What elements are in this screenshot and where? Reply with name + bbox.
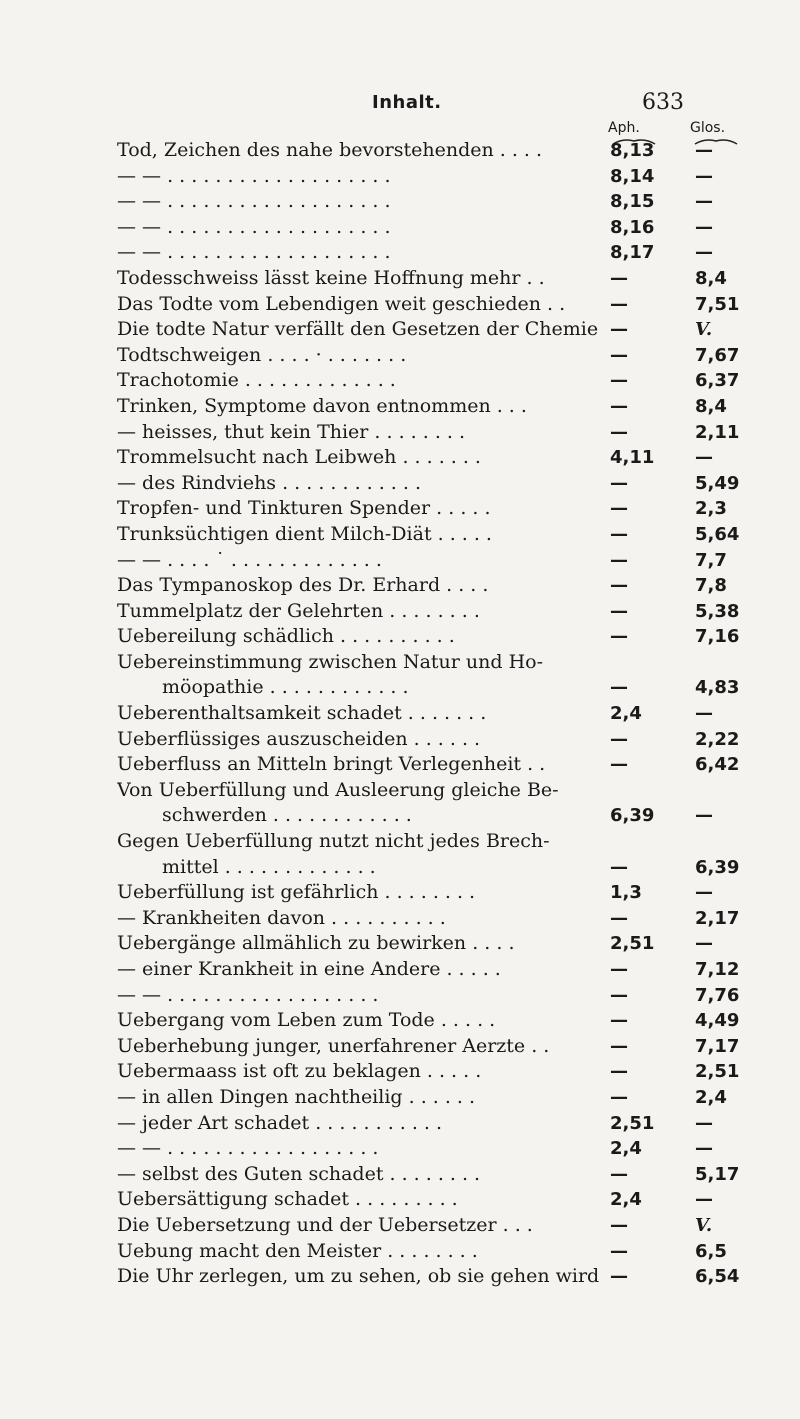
entry-glos-ref: 6,54	[695, 1266, 740, 1288]
entry-text: — Krankheiten davon . . . . . . . . . .	[117, 906, 446, 929]
entry-aph-ref: —	[610, 498, 628, 520]
entry-glos-ref: 7,12	[695, 959, 740, 980]
entry-aph-ref: —	[610, 523, 628, 545]
entry-glos-ref: 5,17	[695, 1163, 740, 1185]
entry-text: schwerden . . . . . . . . . . . .	[162, 804, 412, 827]
index-entry	[0, 727, 800, 753]
index-entry	[0, 1162, 800, 1188]
entry-aph-ref: 2,51	[610, 933, 655, 955]
entry-aph-ref: —	[610, 907, 628, 929]
entry-glos-ref: 4,49	[695, 1010, 740, 1032]
entry-glos-ref: 7,17	[695, 1035, 740, 1057]
entry-text: Ueberflüssiges auszuscheiden . . . . . .	[117, 727, 481, 750]
entry-glos-ref: 6,42	[695, 754, 740, 776]
running-head	[0, 92, 800, 122]
entry-text: — — . . . . . . . . . . . . . . . . . . .	[117, 215, 391, 238]
entry-aph-ref: 8,14	[610, 165, 655, 187]
entry-aph-ref: —	[610, 1214, 628, 1236]
entry-glos-ref: 6,37	[695, 370, 740, 392]
index-entry	[0, 1059, 800, 1085]
entry-text: Die Uhr zerlegen, um zu sehen, ob sie gehen wird	[117, 1265, 600, 1288]
index-entry	[0, 317, 800, 343]
entry-aph-ref: —	[610, 728, 628, 750]
entry-glos-ref: —	[695, 1189, 713, 1211]
index-entry	[0, 189, 800, 215]
entry-glos-ref: —	[695, 216, 713, 238]
entry-aph-ref: —	[610, 395, 628, 417]
entry-glos-ref: 8,4	[695, 267, 727, 289]
index-entry	[0, 1008, 800, 1034]
entry-aph-ref: 6,39	[610, 805, 655, 827]
column-header-aph: Aph.	[608, 120, 640, 136]
entry-aph-ref: —	[610, 856, 628, 878]
index-entry	[0, 1034, 800, 1060]
entry-glos-ref: —	[695, 933, 713, 955]
index-entry	[0, 855, 800, 881]
entry-glos-ref: V.	[695, 1214, 713, 1236]
entry-glos-ref: —	[695, 703, 713, 725]
entry-glos-ref: 6,39	[695, 856, 740, 878]
entry-glos-ref: V.	[695, 319, 713, 341]
entry-text: Ueberhebung junger, unerfahrener Aerzte . .	[117, 1034, 550, 1057]
index-entry	[0, 983, 800, 1009]
index-entry	[0, 548, 800, 574]
entry-glos-ref: 2,17	[695, 907, 740, 929]
column-header-glos: Glos.	[690, 120, 726, 136]
entry-aph-ref: 2,4	[610, 703, 642, 725]
entry-text: — — . . . . . . . . . . . . . . . . . . .	[117, 164, 391, 187]
entry-glos-ref: —	[695, 1138, 713, 1160]
index-entry	[0, 599, 800, 625]
entry-aph-ref: 2,4	[610, 1189, 642, 1211]
entry-text: Ueberfluss an Mitteln bringt Verlegenheit . .	[117, 753, 546, 776]
index-entry	[0, 829, 800, 855]
entry-text: Uebermaass ist oft zu beklagen . . . . .	[117, 1060, 482, 1083]
entry-aph-ref: —	[610, 267, 628, 289]
index-entries	[0, 138, 800, 1290]
entry-aph-ref: —	[610, 959, 628, 980]
entry-aph-ref: —	[610, 575, 628, 597]
entry-aph-ref: 8,17	[610, 242, 655, 264]
entry-text: — des Rindviehs . . . . . . . . . . . .	[117, 471, 422, 494]
entry-glos-ref: 5,49	[695, 472, 740, 494]
entry-glos-ref: 4,83	[695, 677, 740, 699]
entry-aph-ref: —	[610, 1163, 628, 1185]
index-entry	[0, 701, 800, 727]
entry-aph-ref: —	[610, 1266, 628, 1288]
entry-text: Gegen Ueberfüllung nutzt nicht jedes Brech-	[117, 830, 550, 853]
entry-glos-ref: —	[695, 1112, 713, 1134]
index-entry	[0, 1213, 800, 1239]
index-entry	[0, 445, 800, 471]
entry-aph-ref: —	[610, 1010, 628, 1032]
entry-glos-ref: 2,51	[695, 1061, 740, 1083]
entry-text: — — . . . . . . . . . . . . . . . . . .	[117, 1137, 379, 1160]
entry-aph-ref: —	[610, 754, 628, 776]
entry-text: Trachotomie . . . . . . . . . . . . .	[117, 369, 396, 392]
entry-text: — — . . . . ˙ . . . . . . . . . . . . .	[117, 548, 382, 571]
entry-aph-ref: 2,4	[610, 1138, 642, 1160]
index-entry	[0, 650, 800, 676]
entry-glos-ref: 2,11	[695, 421, 740, 443]
index-entry	[0, 164, 800, 190]
entry-text: Uebersättigung schadet . . . . . . . . .	[117, 1188, 458, 1211]
entry-text: Von Ueberfüllung und Ausleerung gleiche Be-	[117, 778, 559, 801]
index-entry	[0, 368, 800, 394]
entry-aph-ref: —	[610, 319, 628, 341]
entry-text: — — . . . . . . . . . . . . . . . . . . .	[117, 190, 391, 213]
entry-aph-ref: —	[610, 293, 628, 315]
entry-glos-ref: 5,64	[695, 523, 740, 545]
index-entry	[0, 931, 800, 957]
entry-text: Tummelplatz der Gelehrten . . . . . . . .	[117, 599, 480, 622]
entry-glos-ref: —	[695, 447, 713, 469]
index-entry	[0, 215, 800, 241]
index-entry	[0, 957, 800, 983]
index-entry	[0, 1111, 800, 1137]
entry-text: Uebergang vom Leben zum Tode . . . . .	[117, 1009, 496, 1032]
entry-text: Uebergänge allmählich zu bewirken . . . .	[117, 932, 515, 955]
entry-text: Trinken, Symptome davon entnommen . . .	[117, 394, 527, 417]
entry-text: Die Uebersetzung und der Uebersetzer . . .	[117, 1213, 533, 1236]
entry-text: — einer Krankheit in eine Andere . . . . .	[117, 958, 501, 980]
entry-glos-ref: —	[695, 191, 713, 213]
entry-aph-ref: —	[610, 984, 628, 1006]
entry-text: Uebereilung schädlich . . . . . . . . . .	[117, 625, 455, 648]
entry-text: Trommelsucht nach Leibweh . . . . . . .	[117, 446, 481, 469]
entry-aph-ref: —	[610, 1240, 628, 1262]
entry-text: — jeder Art schadet . . . . . . . . . . .	[117, 1111, 443, 1134]
entry-aph-ref: —	[610, 677, 628, 699]
index-entry	[0, 880, 800, 906]
entry-aph-ref: —	[610, 626, 628, 648]
entry-glos-ref: 7,67	[695, 344, 740, 366]
index-entry	[0, 471, 800, 497]
entry-text: — selbst des Guten schadet . . . . . . . .	[117, 1162, 481, 1185]
entry-glos-ref: 2,4	[695, 1086, 727, 1108]
entry-text: Das Tympanoskop des Dr. Erhard . . . .	[117, 574, 489, 597]
index-entry	[0, 778, 800, 804]
entry-aph-ref: 1,3	[610, 882, 642, 904]
entry-glos-ref: 5,38	[695, 600, 740, 622]
entry-text: — heisses, thut kein Thier . . . . . . . .	[117, 420, 466, 443]
index-entry	[0, 803, 800, 829]
entry-aph-ref: 2,51	[610, 1112, 655, 1134]
entry-aph-ref: —	[610, 549, 628, 571]
entry-text: Todesschweiss lässt keine Hoffnung mehr . .	[117, 266, 545, 289]
entry-glos-ref: 2,3	[695, 498, 727, 520]
index-entry	[0, 138, 800, 164]
entry-text: Uebung macht den Meister . . . . . . . .	[117, 1239, 478, 1262]
entry-text: — — . . . . . . . . . . . . . . . . . . .	[117, 241, 391, 264]
entry-aph-ref: —	[610, 344, 628, 366]
entry-text: Trunksüchtigen dient Milch-Diät . . . . .	[117, 522, 492, 545]
entry-aph-ref: 8,15	[610, 191, 655, 213]
index-entry	[0, 266, 800, 292]
entry-glos-ref: —	[695, 165, 713, 187]
entry-glos-ref: 6,5	[695, 1240, 727, 1262]
index-entry	[0, 1085, 800, 1111]
entry-glos-ref: 2,22	[695, 728, 740, 750]
entry-glos-ref: 7,16	[695, 626, 740, 648]
entry-glos-ref: 7,76	[695, 984, 740, 1006]
entry-text: Tod, Zeichen des nahe bevorstehenden . . . .	[117, 139, 543, 161]
index-entry	[0, 752, 800, 778]
index-entry	[0, 675, 800, 701]
index-entry	[0, 496, 800, 522]
index-entry	[0, 1264, 800, 1290]
entry-aph-ref: —	[610, 370, 628, 392]
entry-aph-ref: 4,11	[610, 447, 655, 469]
entry-glos-ref: 7,8	[695, 575, 727, 597]
running-head-title: Inhalt.	[372, 92, 442, 113]
index-entry	[0, 420, 800, 446]
page-number: 633	[642, 90, 684, 115]
entry-aph-ref: 8,16	[610, 216, 655, 238]
entry-text: Ueberfüllung ist gefährlich . . . . . . . .	[117, 881, 476, 904]
index-entry	[0, 1239, 800, 1265]
entry-glos-ref: 8,4	[695, 395, 727, 417]
entry-aph-ref: —	[610, 600, 628, 622]
entry-aph-ref: —	[610, 1035, 628, 1057]
entry-text: Todtschweigen . . . . · . . . . . . .	[117, 343, 407, 366]
entry-text: Ueberenthaltsamkeit schadet . . . . . . .	[117, 702, 487, 725]
entry-aph-ref: —	[610, 472, 628, 494]
entry-text: — — . . . . . . . . . . . . . . . . . .	[117, 983, 379, 1006]
entry-glos-ref: 7,7	[695, 549, 727, 571]
entry-aph-ref: —	[610, 421, 628, 443]
index-entry	[0, 624, 800, 650]
entry-glos-ref: 7,51	[695, 293, 740, 315]
index-entry	[0, 343, 800, 369]
index-entry	[0, 573, 800, 599]
entry-text: Das Todte vom Lebendigen weit geschieden . .	[117, 292, 566, 315]
index-entry	[0, 1136, 800, 1162]
entry-aph-ref: —	[610, 1061, 628, 1083]
entry-aph-ref: 8,13	[610, 140, 655, 161]
entry-aph-ref: —	[610, 1086, 628, 1108]
entry-text: Die todte Natur verfällt den Gesetzen der Chemie	[117, 318, 599, 341]
entry-text: Uebereinstimmung zwischen Natur und Ho-	[117, 650, 544, 673]
index-entry	[0, 240, 800, 266]
entry-text: möopathie . . . . . . . . . . . .	[162, 676, 409, 699]
entry-glos-ref: —	[695, 882, 713, 904]
entry-text: — in allen Dingen nachtheilig . . . . . .	[117, 1085, 476, 1108]
index-entry	[0, 906, 800, 932]
index-entry	[0, 292, 800, 318]
entry-glos-ref: —	[695, 805, 713, 827]
index-entry	[0, 394, 800, 420]
index-entry	[0, 522, 800, 548]
entry-glos-ref: —	[695, 140, 713, 161]
entry-text: Tropfen- und Tinkturen Spender . . . . .	[117, 497, 491, 520]
entry-glos-ref: —	[695, 242, 713, 264]
entry-text: mittel . . . . . . . . . . . . .	[162, 855, 376, 878]
index-entry	[0, 1187, 800, 1213]
